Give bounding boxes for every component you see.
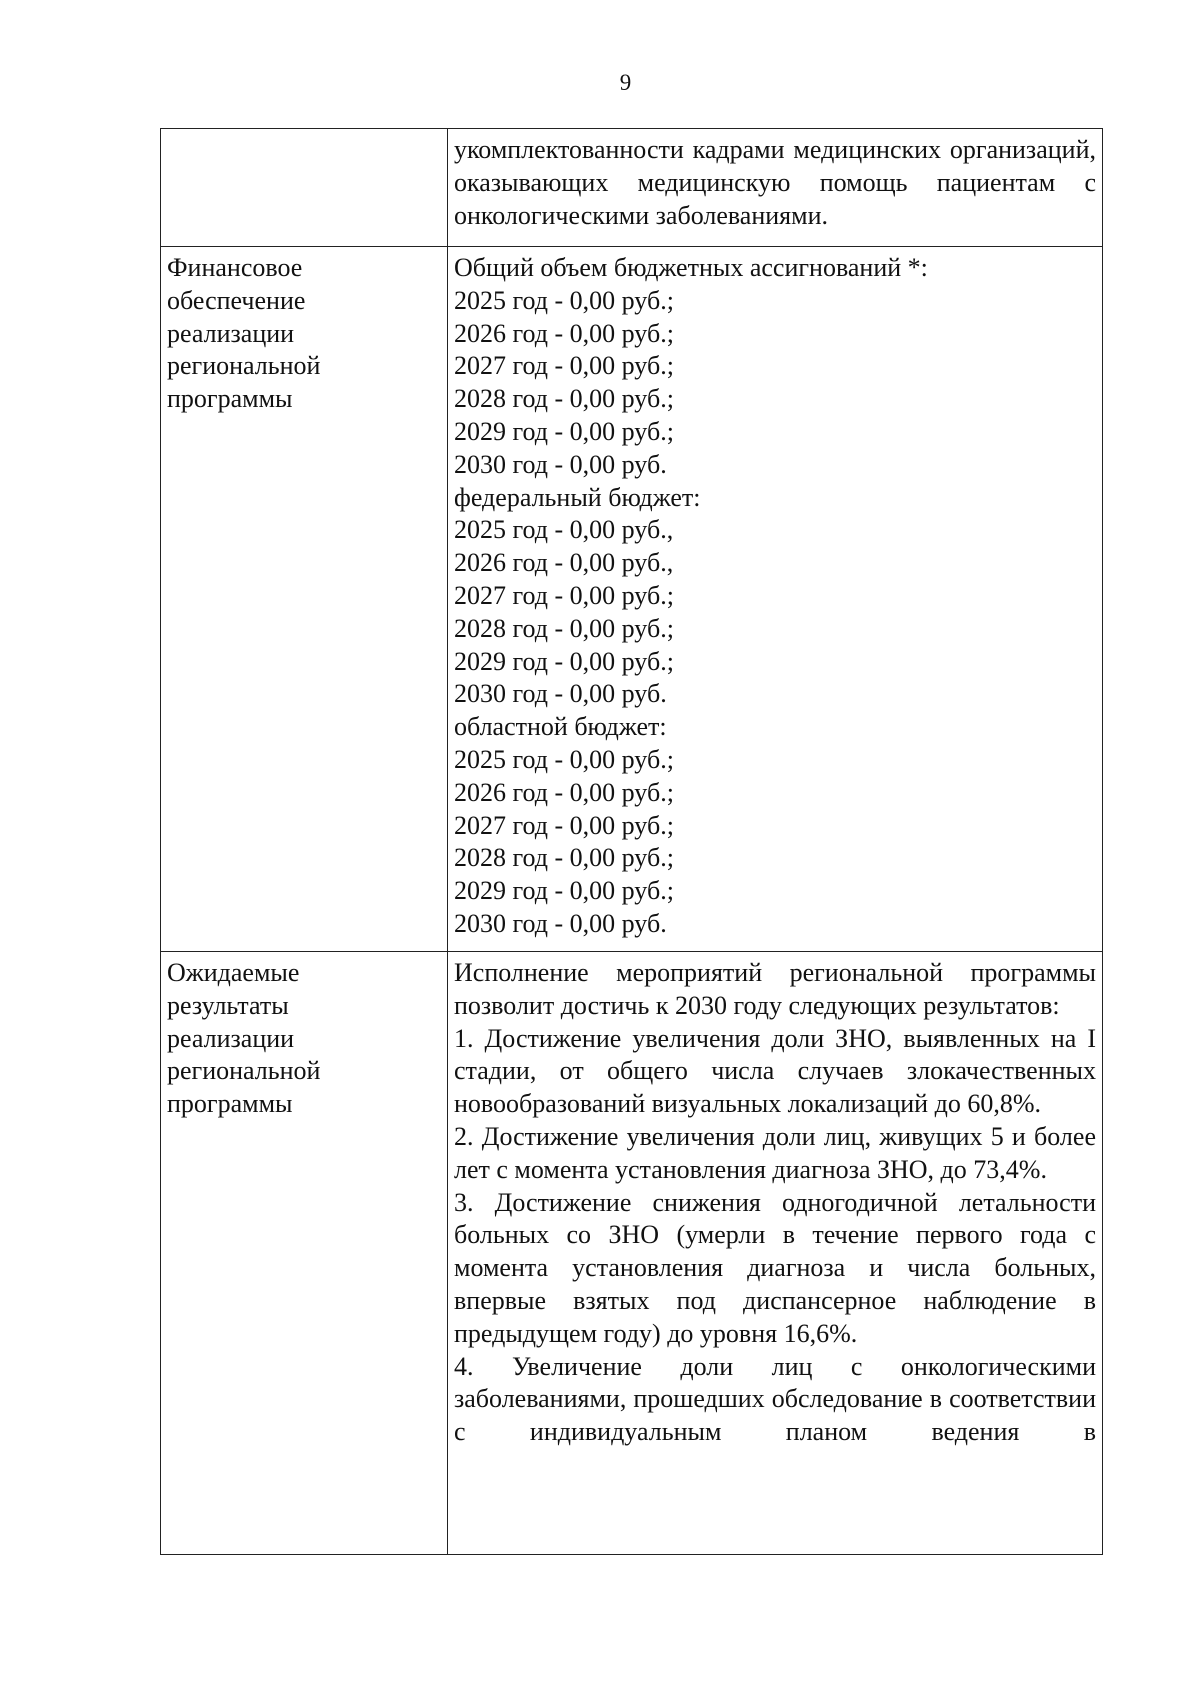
result-item: 1. Достижение увеличения доли ЗНО, выявленных на I стадии, от общего числа случаев злокачественных новообразований визуальных локализаций до 60,8%. xyxy=(454,1023,1096,1119)
label-line: реализации xyxy=(167,1023,295,1053)
financing-line: 2029 год - 0,00 руб.; xyxy=(454,646,674,676)
label-line: обеспечение xyxy=(167,285,306,315)
content-cell-results xyxy=(448,952,1103,1555)
financing-line: Общий объем бюджетных ассигнований *: xyxy=(454,253,928,282)
page-number: 9 xyxy=(619,70,632,95)
label-line: результаты xyxy=(167,990,289,1020)
financing-line: 2027 год - 0,00 руб.; xyxy=(454,580,674,610)
label-line: реализации xyxy=(167,318,295,348)
label-cell-empty xyxy=(161,129,448,247)
financing-line: 2027 год - 0,00 руб.; xyxy=(454,810,674,840)
financing-line: 2026 год - 0,00 руб.; xyxy=(454,777,674,807)
passport-table xyxy=(160,128,1103,1555)
result-item: 4. Увеличение доли лиц с онкологическими заболеваниями, прошедших обследование в соответствии с индивидуальным планом ведения в xyxy=(454,1351,1096,1447)
financing-line: 2025 год - 0,00 руб.; xyxy=(454,744,674,774)
table-row xyxy=(161,952,1103,1555)
financing-line: 2029 год - 0,00 руб.; xyxy=(454,416,674,446)
financing-line: 2028 год - 0,00 руб.; xyxy=(454,613,674,643)
result-item: 3. Достижение снижения одногодичной летальности больных со ЗНО (умерли в течение первого года с момента установления диагноза и числа больных, впервые взятых под диспансерное наблюдение в предыдущем году) до уровня 16,6%. xyxy=(454,1187,1096,1348)
table-row xyxy=(161,129,1103,247)
financing-line: областной бюджет: xyxy=(454,712,667,742)
label-line: программы xyxy=(167,1089,293,1119)
staffing-text: укомплектованности кадрами медицинских организаций, оказывающих медицинскую помощь пациентам с онкологическими заболеваниями. xyxy=(454,135,1096,230)
financing-line: федеральный бюджет: xyxy=(454,482,701,512)
label-line: региональной xyxy=(167,351,321,381)
financing-line: 2026 год - 0,00 руб., xyxy=(454,548,674,578)
label-cell-results xyxy=(161,952,448,1555)
label-line: Финансовое xyxy=(167,253,303,282)
content-cell xyxy=(448,129,1103,247)
label-line: Ожидаемые xyxy=(167,958,300,987)
financing-line: 2028 год - 0,00 руб.; xyxy=(454,384,674,414)
financing-line: 2030 год - 0,00 руб. xyxy=(454,908,667,938)
financing-line: 2025 год - 0,00 руб.; xyxy=(454,285,674,315)
financing-line: 2029 год - 0,00 руб.; xyxy=(454,876,674,906)
financing-line: 2030 год - 0,00 руб. xyxy=(454,449,667,479)
financing-line: 2028 год - 0,00 руб.; xyxy=(454,843,674,873)
label-cell-financing xyxy=(161,247,448,952)
result-item: 2. Достижение увеличения доли лиц, живущих 5 и более лет с момента установления диагноза ЗНО, до 73,4%. xyxy=(454,1121,1096,1184)
financing-line: 2026 год - 0,00 руб.; xyxy=(454,318,674,348)
content-cell-financing xyxy=(448,247,1103,952)
table-row xyxy=(161,247,1103,952)
financing-line: 2027 год - 0,00 руб.; xyxy=(454,351,674,381)
label-line: программы xyxy=(167,384,293,414)
financing-line: 2025 год - 0,00 руб., xyxy=(454,515,674,545)
label-line: региональной xyxy=(167,1056,321,1086)
results-intro: Исполнение мероприятий региональной программы позволит достичь к 2030 году следующих результатов: xyxy=(454,958,1096,1020)
financing-line: 2030 год - 0,00 руб. xyxy=(454,679,667,709)
